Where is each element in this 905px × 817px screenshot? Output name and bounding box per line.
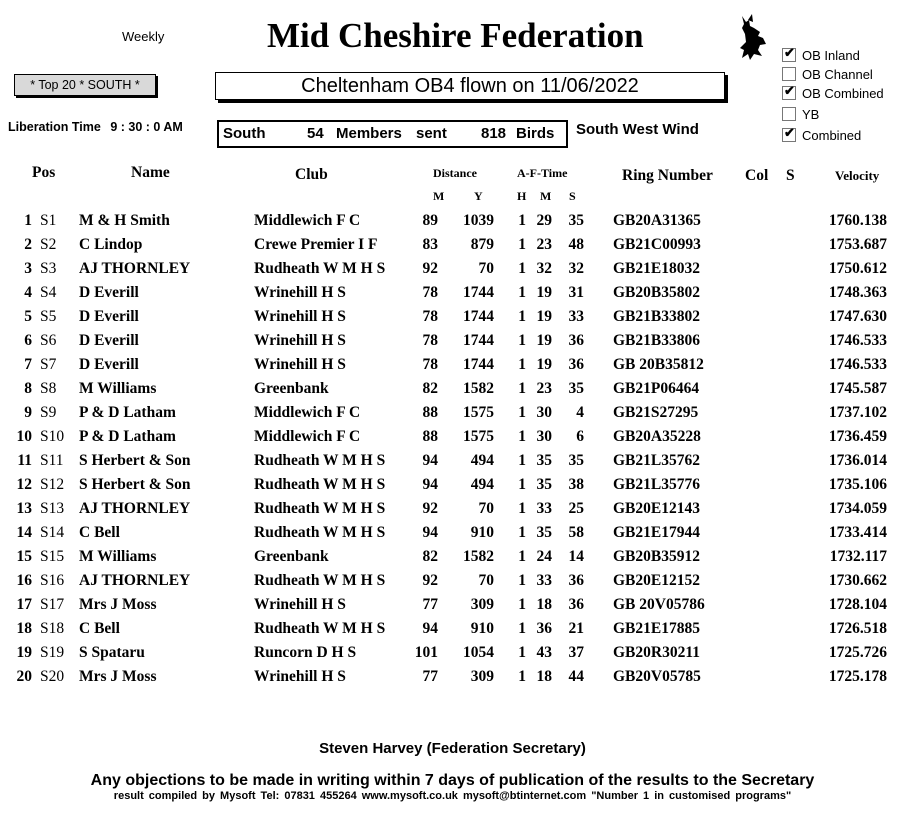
cell-velocity: 1728.104 bbox=[828, 596, 887, 613]
cell-velocity: 1736.459 bbox=[828, 428, 887, 445]
header-distance-y: Y bbox=[474, 189, 483, 203]
cell-distance-y: 1039 bbox=[463, 212, 494, 229]
cell-club: Wrinehill H S bbox=[254, 332, 346, 349]
cell-section-pos: S13 bbox=[40, 500, 65, 517]
cell-seconds: 31 bbox=[568, 284, 584, 301]
cell-distance-y: 910 bbox=[470, 524, 494, 541]
cell-pos: 5 bbox=[24, 308, 32, 325]
federation-secretary: Steven Harvey (Federation Secretary) bbox=[319, 740, 586, 757]
cell-ring-number: GB21P06464 bbox=[613, 380, 700, 397]
cell-velocity: 1750.612 bbox=[828, 260, 887, 277]
checkbox[interactable] bbox=[782, 83, 796, 100]
cell-name: Mrs J Moss bbox=[79, 668, 157, 685]
cell-club: Middlewich F C bbox=[254, 212, 361, 229]
cell-pos: 10 bbox=[16, 428, 32, 445]
cell-distance-m: 78 bbox=[422, 308, 438, 325]
header-hours: H bbox=[517, 189, 527, 203]
cell-distance-y: 494 bbox=[470, 476, 494, 493]
header-distance-m: M bbox=[433, 189, 445, 203]
cell-distance-m: 101 bbox=[414, 644, 438, 661]
cell-minutes: 29 bbox=[536, 212, 552, 229]
cell-minutes: 30 bbox=[536, 428, 552, 445]
cell-hours: 1 bbox=[518, 404, 526, 421]
checkbox[interactable] bbox=[782, 125, 796, 142]
checkbox-label: OB Channel bbox=[802, 67, 873, 82]
cell-section-pos: S18 bbox=[40, 620, 65, 637]
cell-ring-number: GB21C00993 bbox=[613, 236, 701, 253]
cell-hours: 1 bbox=[518, 332, 526, 349]
cell-minutes: 35 bbox=[536, 452, 552, 469]
checkbox-row bbox=[782, 45, 860, 64]
cell-distance-y: 1744 bbox=[463, 356, 494, 373]
cell-distance-m: 78 bbox=[422, 356, 438, 373]
cell-club: Rudheath W M H S bbox=[254, 452, 386, 469]
cell-name: C Bell bbox=[79, 524, 120, 541]
header-club: Club bbox=[295, 166, 328, 183]
cell-pos: 19 bbox=[16, 644, 32, 661]
cell-velocity: 1753.687 bbox=[828, 236, 887, 253]
cell-distance-m: 77 bbox=[422, 668, 438, 685]
cell-velocity: 1736.014 bbox=[828, 452, 887, 469]
header-velocity: Velocity bbox=[835, 168, 880, 183]
cell-name: M & H Smith bbox=[79, 212, 170, 229]
cell-club: Runcorn D H S bbox=[254, 644, 357, 661]
checkbox[interactable] bbox=[782, 107, 796, 121]
cell-club: Wrinehill H S bbox=[254, 596, 346, 613]
cell-velocity: 1745.587 bbox=[828, 380, 887, 397]
cell-minutes: 33 bbox=[536, 500, 552, 517]
header-aftime: A-F-Time bbox=[517, 166, 568, 180]
cell-seconds: 36 bbox=[568, 596, 584, 613]
cell-club: Greenbank bbox=[254, 548, 329, 565]
cell-distance-y: 309 bbox=[470, 668, 494, 685]
cell-seconds: 35 bbox=[568, 380, 584, 397]
cell-section-pos: S10 bbox=[40, 428, 65, 445]
checkmark-icon: ✔ bbox=[784, 125, 795, 140]
cell-section-pos: S2 bbox=[40, 236, 57, 253]
cell-pos: 6 bbox=[24, 332, 32, 349]
cell-hours: 1 bbox=[518, 644, 526, 661]
cell-seconds: 37 bbox=[568, 644, 584, 661]
cell-distance-m: 94 bbox=[422, 476, 438, 493]
checkbox-label: OB Inland bbox=[802, 48, 860, 63]
cell-distance-y: 1054 bbox=[463, 644, 494, 661]
cell-velocity: 1748.363 bbox=[828, 284, 887, 301]
cell-ring-number: GB21E17885 bbox=[613, 620, 700, 637]
cell-club: Wrinehill H S bbox=[254, 284, 346, 301]
cell-distance-m: 92 bbox=[422, 500, 438, 517]
cell-pos: 4 bbox=[24, 284, 32, 301]
cell-distance-m: 89 bbox=[422, 212, 438, 229]
cell-hours: 1 bbox=[518, 596, 526, 613]
cell-ring-number: GB21B33802 bbox=[613, 308, 700, 325]
cell-seconds: 38 bbox=[568, 476, 584, 493]
cell-name: S Herbert & Son bbox=[79, 452, 191, 469]
cell-name: Mrs J Moss bbox=[79, 596, 157, 613]
cell-distance-y: 1575 bbox=[463, 428, 494, 445]
cell-minutes: 19 bbox=[536, 356, 552, 373]
cell-seconds: 6 bbox=[576, 428, 584, 445]
cell-ring-number: GB20A35228 bbox=[613, 428, 701, 445]
cell-distance-y: 309 bbox=[470, 596, 494, 613]
cell-seconds: 32 bbox=[568, 260, 584, 277]
cell-hours: 1 bbox=[518, 308, 526, 325]
cell-ring-number: GB 20B35812 bbox=[613, 356, 704, 373]
liberation-time bbox=[8, 120, 183, 134]
cell-distance-m: 78 bbox=[422, 284, 438, 301]
cell-section-pos: S15 bbox=[40, 548, 65, 565]
summary-section: South bbox=[223, 125, 266, 142]
cell-minutes: 33 bbox=[536, 572, 552, 589]
checkbox-label: OB Combined bbox=[802, 86, 884, 101]
cell-ring-number: GB21S27295 bbox=[613, 404, 699, 421]
cell-ring-number: GB21B33806 bbox=[613, 332, 700, 349]
cell-velocity: 1726.518 bbox=[828, 620, 887, 637]
cell-distance-m: 88 bbox=[422, 428, 438, 445]
cell-ring-number: GB21L35762 bbox=[613, 452, 700, 469]
cell-hours: 1 bbox=[518, 572, 526, 589]
cell-seconds: 36 bbox=[568, 572, 584, 589]
cell-seconds: 21 bbox=[568, 620, 584, 637]
cell-distance-y: 70 bbox=[478, 500, 494, 517]
cell-minutes: 35 bbox=[536, 524, 552, 541]
cell-distance-y: 910 bbox=[470, 620, 494, 637]
cell-section-pos: S7 bbox=[40, 356, 57, 373]
liberation-time-label: Liberation Time bbox=[8, 120, 101, 134]
cell-club: Wrinehill H S bbox=[254, 356, 346, 373]
header-col: Col bbox=[745, 167, 769, 184]
cell-section-pos: S5 bbox=[40, 308, 57, 325]
cell-hours: 1 bbox=[518, 212, 526, 229]
cell-pos: 11 bbox=[17, 452, 32, 469]
cell-ring-number: GB20E12143 bbox=[613, 500, 700, 517]
cell-name: S Herbert & Son bbox=[79, 476, 191, 493]
cell-distance-m: 94 bbox=[422, 452, 438, 469]
cell-distance-m: 83 bbox=[422, 236, 438, 253]
cell-hours: 1 bbox=[518, 548, 526, 565]
cell-distance-y: 1575 bbox=[463, 404, 494, 421]
cell-hours: 1 bbox=[518, 380, 526, 397]
cell-club: Rudheath W M H S bbox=[254, 524, 386, 541]
cell-minutes: 18 bbox=[536, 668, 552, 685]
cell-pos: 2 bbox=[24, 236, 32, 253]
cell-seconds: 48 bbox=[568, 236, 584, 253]
cell-name: D Everill bbox=[79, 332, 139, 349]
cell-ring-number: GB20R30211 bbox=[613, 644, 700, 661]
cell-club: Rudheath W M H S bbox=[254, 572, 386, 589]
race-title-box: Cheltenham OB4 flown on 11/06/2022 bbox=[215, 72, 725, 100]
cell-section-pos: S3 bbox=[40, 260, 57, 277]
cell-seconds: 25 bbox=[568, 500, 584, 517]
cell-minutes: 23 bbox=[536, 380, 552, 397]
cell-hours: 1 bbox=[518, 260, 526, 277]
cell-club: Wrinehill H S bbox=[254, 308, 346, 325]
cell-seconds: 36 bbox=[568, 332, 584, 349]
cell-section-pos: S12 bbox=[40, 476, 65, 493]
checkbox-row bbox=[782, 83, 884, 102]
liberation-time-value: 9 : 30 : 0 AM bbox=[110, 120, 183, 134]
cell-seconds: 14 bbox=[568, 548, 584, 565]
cell-distance-m: 88 bbox=[422, 404, 438, 421]
cell-minutes: 18 bbox=[536, 596, 552, 613]
cell-club: Wrinehill H S bbox=[254, 668, 346, 685]
cell-ring-number: GB21L35776 bbox=[613, 476, 700, 493]
cell-hours: 1 bbox=[518, 452, 526, 469]
checkbox-label: Combined bbox=[802, 128, 862, 143]
cell-pos: 7 bbox=[24, 356, 32, 373]
cell-name: AJ THORNLEY bbox=[79, 572, 191, 589]
cell-club: Rudheath W M H S bbox=[254, 500, 386, 517]
cell-pos: 1 bbox=[24, 212, 32, 229]
cell-section-pos: S9 bbox=[40, 404, 57, 421]
cell-pos: 13 bbox=[16, 500, 32, 517]
cell-section-pos: S1 bbox=[40, 212, 57, 229]
summary-members-count: 54 bbox=[307, 125, 324, 142]
summary-birds-label: Birds bbox=[516, 125, 555, 142]
pigeon-logo-icon bbox=[736, 14, 768, 62]
cell-hours: 1 bbox=[518, 620, 526, 637]
cell-distance-y: 879 bbox=[470, 236, 494, 253]
cell-minutes: 43 bbox=[536, 644, 552, 661]
cell-pos: 17 bbox=[16, 596, 32, 613]
cell-hours: 1 bbox=[518, 356, 526, 373]
cell-name: P & D Latham bbox=[79, 428, 176, 445]
cell-seconds: 36 bbox=[568, 356, 584, 373]
cell-distance-m: 94 bbox=[422, 620, 438, 637]
cell-ring-number: GB20V05785 bbox=[613, 668, 701, 685]
cell-pos: 20 bbox=[16, 668, 32, 685]
cell-section-pos: S6 bbox=[40, 332, 57, 349]
cell-club: Rudheath W M H S bbox=[254, 620, 386, 637]
cell-distance-y: 494 bbox=[470, 452, 494, 469]
cell-ring-number: GB 20V05786 bbox=[613, 596, 705, 613]
cell-seconds: 35 bbox=[568, 452, 584, 469]
cell-section-pos: S20 bbox=[40, 668, 65, 685]
cell-velocity: 1732.117 bbox=[829, 548, 887, 565]
cell-velocity: 1735.106 bbox=[828, 476, 887, 493]
cell-hours: 1 bbox=[518, 500, 526, 517]
cell-pos: 8 bbox=[24, 380, 32, 397]
cell-distance-y: 70 bbox=[478, 260, 494, 277]
cell-distance-m: 92 bbox=[422, 260, 438, 277]
cell-velocity: 1734.059 bbox=[828, 500, 887, 517]
checkbox-row bbox=[782, 125, 862, 144]
cell-hours: 1 bbox=[518, 428, 526, 445]
cell-seconds: 33 bbox=[568, 308, 584, 325]
cell-distance-y: 1744 bbox=[463, 332, 494, 349]
cell-name: S Spataru bbox=[79, 644, 145, 661]
cell-minutes: 30 bbox=[536, 404, 552, 421]
race-summary-box bbox=[217, 120, 568, 148]
cell-distance-y: 1582 bbox=[463, 380, 494, 397]
cell-club: Middlewich F C bbox=[254, 404, 361, 421]
cell-section-pos: S16 bbox=[40, 572, 65, 589]
cell-distance-y: 70 bbox=[478, 572, 494, 589]
cell-minutes: 24 bbox=[536, 548, 552, 565]
cell-seconds: 35 bbox=[568, 212, 584, 229]
header-pos: Pos bbox=[32, 164, 56, 181]
checkbox-row bbox=[782, 107, 819, 123]
cell-minutes: 19 bbox=[536, 308, 552, 325]
cell-seconds: 4 bbox=[576, 404, 584, 421]
cell-velocity: 1746.533 bbox=[828, 332, 887, 349]
cell-club: Rudheath W M H S bbox=[254, 476, 386, 493]
checkmark-icon: ✔ bbox=[784, 45, 795, 60]
checkbox[interactable] bbox=[782, 67, 796, 81]
cell-name: D Everill bbox=[79, 284, 139, 301]
cell-section-pos: S17 bbox=[40, 596, 65, 613]
cell-pos: 12 bbox=[16, 476, 32, 493]
cell-ring-number: GB20E12152 bbox=[613, 572, 700, 589]
cell-section-pos: S11 bbox=[40, 452, 64, 469]
cell-section-pos: S8 bbox=[40, 380, 57, 397]
cell-distance-m: 82 bbox=[422, 380, 438, 397]
header-distance: Distance bbox=[433, 166, 477, 180]
cell-minutes: 36 bbox=[536, 620, 552, 637]
cell-name: P & D Latham bbox=[79, 404, 176, 421]
cell-distance-m: 94 bbox=[422, 524, 438, 541]
cell-name: C Lindop bbox=[79, 236, 143, 253]
summary-members-label: Members bbox=[336, 125, 402, 142]
checkbox-row bbox=[782, 67, 873, 83]
cell-distance-m: 78 bbox=[422, 332, 438, 349]
cell-pos: 16 bbox=[16, 572, 32, 589]
cell-velocity: 1725.726 bbox=[828, 644, 887, 661]
cell-club: Rudheath W M H S bbox=[254, 260, 386, 277]
cell-ring-number: GB20A31365 bbox=[613, 212, 701, 229]
cell-minutes: 35 bbox=[536, 476, 552, 493]
header-s: S bbox=[786, 167, 795, 184]
cell-velocity: 1760.138 bbox=[828, 212, 887, 229]
top20-south-badge: * Top 20 * SOUTH * bbox=[14, 74, 156, 96]
cell-minutes: 19 bbox=[536, 284, 552, 301]
cell-pos: 15 bbox=[16, 548, 32, 565]
cell-minutes: 32 bbox=[536, 260, 552, 277]
checkbox[interactable] bbox=[782, 45, 796, 62]
cell-hours: 1 bbox=[518, 524, 526, 541]
cell-velocity: 1747.630 bbox=[828, 308, 887, 325]
weekly-label: Weekly bbox=[122, 29, 165, 44]
checkbox-label: YB bbox=[802, 107, 820, 122]
cell-section-pos: S4 bbox=[40, 284, 57, 301]
cell-section-pos: S19 bbox=[40, 644, 65, 661]
cell-name: D Everill bbox=[79, 308, 139, 325]
cell-pos: 18 bbox=[16, 620, 32, 637]
cell-hours: 1 bbox=[518, 668, 526, 685]
cell-velocity: 1746.533 bbox=[828, 356, 887, 373]
cell-distance-m: 82 bbox=[422, 548, 438, 565]
cell-club: Crewe Premier I F bbox=[254, 236, 378, 253]
cell-velocity: 1730.662 bbox=[828, 572, 887, 589]
cell-section-pos: S14 bbox=[40, 524, 65, 541]
cell-pos: 14 bbox=[16, 524, 32, 541]
cell-velocity: 1733.414 bbox=[828, 524, 887, 541]
cell-name: M Williams bbox=[79, 548, 157, 565]
cell-ring-number: GB21E18032 bbox=[613, 260, 700, 277]
cell-distance-y: 1582 bbox=[463, 548, 494, 565]
cell-distance-m: 77 bbox=[422, 596, 438, 613]
cell-ring-number: GB21E17944 bbox=[613, 524, 700, 541]
cell-hours: 1 bbox=[518, 236, 526, 253]
cell-minutes: 23 bbox=[536, 236, 552, 253]
cell-club: Middlewich F C bbox=[254, 428, 361, 445]
cell-name: M Williams bbox=[79, 380, 157, 397]
cell-velocity: 1725.178 bbox=[828, 668, 887, 685]
summary-birds-count: 818 bbox=[481, 125, 507, 142]
cell-name: C Bell bbox=[79, 620, 120, 637]
cell-seconds: 58 bbox=[568, 524, 584, 541]
cell-name: AJ THORNLEY bbox=[79, 260, 191, 277]
cell-hours: 1 bbox=[518, 284, 526, 301]
cell-name: D Everill bbox=[79, 356, 139, 373]
header-name: Name bbox=[131, 164, 170, 181]
compiled-by-footer: result compiled by Mysoft Tel: 07831 455264 www.mysoft.co.uk mysoft@btinternet.com "Number 1 in customised programs" bbox=[113, 790, 792, 802]
objections-notice: Any objections to be made in writing within 7 days of publication of the results to the Secretary bbox=[90, 772, 815, 789]
cell-pos: 9 bbox=[24, 404, 32, 421]
cell-ring-number: GB20B35912 bbox=[613, 548, 700, 565]
header-minutes: M bbox=[540, 189, 552, 203]
checkmark-icon: ✔ bbox=[784, 83, 795, 98]
cell-distance-y: 1744 bbox=[463, 284, 494, 301]
cell-pos: 3 bbox=[24, 260, 32, 277]
cell-club: Greenbank bbox=[254, 380, 329, 397]
header-ring-number: Ring Number bbox=[622, 167, 713, 184]
page-title: Mid Cheshire Federation bbox=[267, 16, 644, 55]
cell-hours: 1 bbox=[518, 476, 526, 493]
cell-name: AJ THORNLEY bbox=[79, 500, 191, 517]
summary-sent-label: sent bbox=[416, 125, 447, 142]
cell-ring-number: GB20B35802 bbox=[613, 284, 700, 301]
cell-distance-y: 1744 bbox=[463, 308, 494, 325]
cell-seconds: 44 bbox=[568, 668, 584, 685]
cell-minutes: 19 bbox=[536, 332, 552, 349]
header-seconds: S bbox=[569, 189, 576, 203]
cell-velocity: 1737.102 bbox=[828, 404, 887, 421]
cell-distance-m: 92 bbox=[422, 572, 438, 589]
wind-direction: South West Wind bbox=[576, 121, 699, 138]
